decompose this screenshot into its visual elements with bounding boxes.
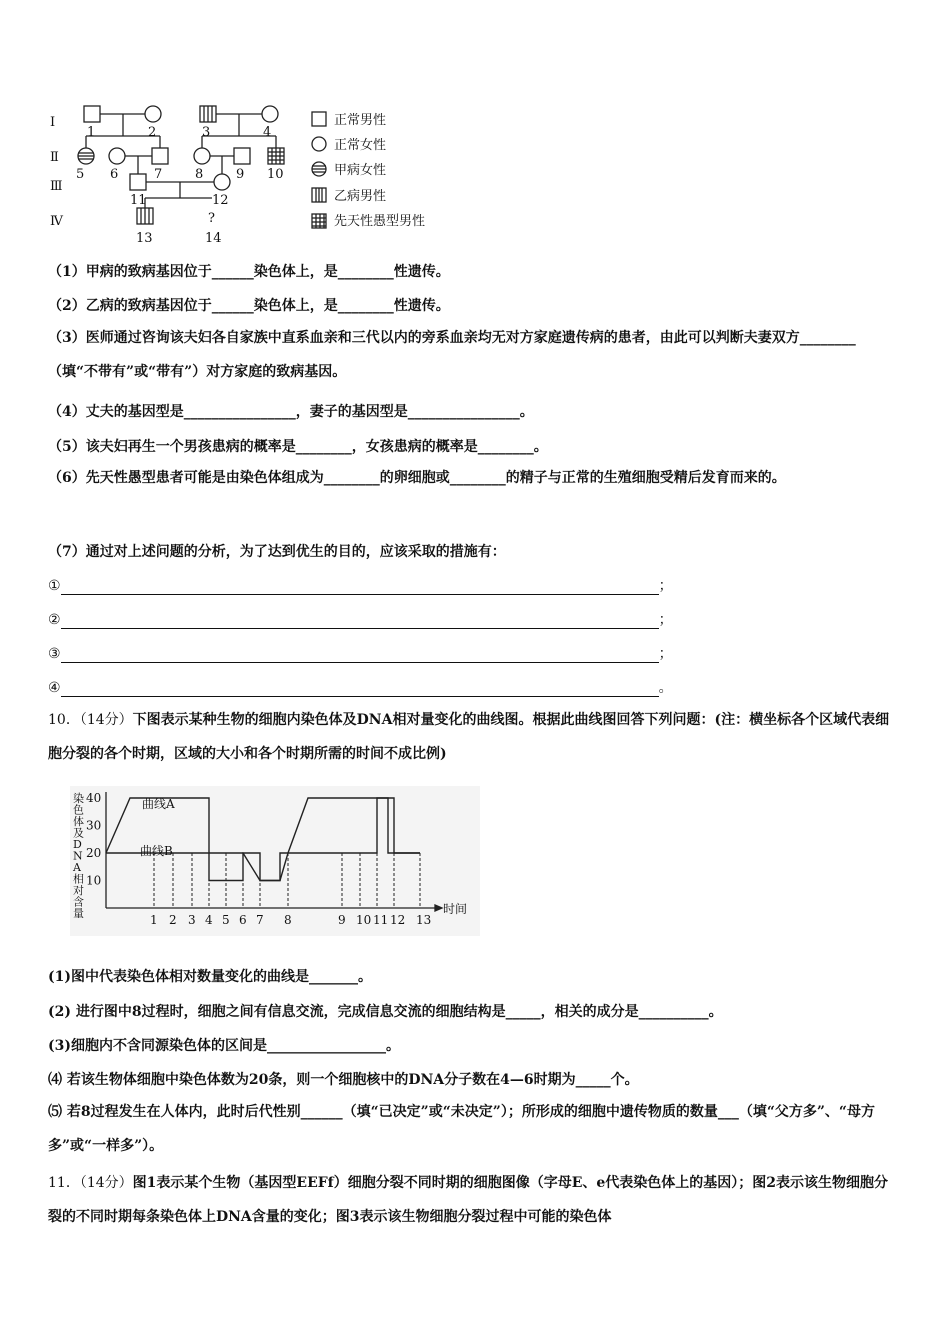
- gen-label: Ⅲ: [50, 179, 63, 194]
- x-tick-label: 1: [150, 913, 158, 927]
- x-tick-label: 12: [390, 913, 406, 927]
- id-label: 5: [76, 167, 85, 182]
- pedigree-diagram: [40, 98, 470, 258]
- q9-part-7: （7）通过对上述问题的分析，为了达到优生的目的，应该采取的措施有：: [48, 544, 506, 560]
- legend-label: 乙病男性: [334, 189, 387, 204]
- gen-label: Ⅳ: [50, 214, 63, 229]
- x-tick-label: 9: [338, 913, 346, 927]
- legend-label: 正常女性: [334, 138, 387, 153]
- id-label: 6: [110, 167, 119, 182]
- q10-part-2: (2) 进行图中8过程时，细胞之间有信息交流，完成信息交流的细胞结构是_____，相关的成分是__________。: [48, 1004, 723, 1020]
- curve-a-label: 曲线A: [142, 797, 175, 811]
- q9-part-1: （1）甲病的致病基因位于______染色体上，是________性遗传。: [48, 264, 450, 280]
- id-label: 1: [87, 125, 96, 140]
- q9-part-5: （5）该夫妇再生一个男孩患病的概率是________，女孩患病的概率是________。: [48, 439, 548, 455]
- y-tick-label: 30: [86, 818, 102, 833]
- id-label: 2: [148, 125, 157, 140]
- y-tick-label: 10: [86, 873, 102, 888]
- measure-line: ① ；: [48, 578, 673, 594]
- id-label: 11: [130, 193, 147, 208]
- q9-part-3: （3）医师通过咨询该夫妇各自家族中直系血亲和三代以内的旁系血亲均无对方家庭遗传病的患者，由此可以判断夫妻双方________（填“不带有”或“带有”）对方家庭的致病基因。: [48, 330, 856, 380]
- legend-label: 甲病女性: [334, 163, 387, 178]
- x-tick-label: 11: [373, 913, 389, 927]
- q9-part-4: （4）丈夫的基因型是________________，妻子的基因型是________________。: [48, 404, 534, 420]
- gen-label: Ⅱ: [50, 150, 59, 165]
- q10-stem: 10．（14分）下图表示某种生物的细胞内染色体及DNA相对量变化的曲线图。根据此曲线图回答下列问题：(注：横坐标各个区域代表细胞分裂的各个时期，区域的大小和各个时期所需的时间不成比例): [48, 712, 890, 762]
- legend-label: 先天性愚型男性: [334, 214, 426, 229]
- x-tick-label: 6: [239, 913, 247, 927]
- y-axis-label: 染色体及 D N A 相对含量: [73, 792, 84, 920]
- q9-part-2: （2）乙病的致病基因位于______染色体上，是________性遗传。: [48, 298, 450, 314]
- x-tick-label: 10: [356, 913, 372, 927]
- y-tick-label: 20: [86, 846, 102, 860]
- individual-1: [84, 106, 100, 122]
- x-tick-label: 7: [256, 913, 264, 927]
- x-tick-label: 3: [188, 913, 196, 927]
- q9-part-6: （6）先天性愚型患者可能是由染色体组成为________的卵细胞或________的精子与正常的生殖细胞受精后发育而来的。: [48, 470, 786, 486]
- x-tick-label: 5: [222, 913, 230, 927]
- id-label: 4: [263, 125, 272, 140]
- x-tick-label: 4: [205, 913, 213, 927]
- id-label: 9: [236, 167, 245, 182]
- legend-label: 正常男性: [334, 113, 387, 128]
- unknown-mark: ?: [208, 211, 215, 226]
- measure-line: ② ；: [48, 612, 673, 628]
- id-label: 10: [267, 167, 284, 182]
- x-axis-label: 时间: [443, 902, 468, 916]
- x-tick-label: 2: [169, 913, 177, 927]
- individual-2: [145, 106, 161, 122]
- q10-part-5: ⑸ 若8过程发生在人体内，此时后代性别______（填“已决定”或“未决定”）；所形成的细胞中遗传物质的数量___（填“父方多”、“母方多”或“一样多”）。: [48, 1104, 875, 1154]
- curve-b-label: 曲线B: [140, 844, 173, 858]
- measure-line: ③ ；: [48, 646, 673, 662]
- chromosome-dna-chart: [70, 786, 480, 936]
- x-tick-label: 13: [416, 913, 432, 927]
- x-tick-label: 8: [284, 913, 292, 927]
- id-label: 8: [195, 167, 204, 182]
- measure-line: ④ 。: [48, 680, 673, 696]
- q10-part-3: (3)细胞内不含同源染色体的区间是_________________。: [48, 1038, 400, 1054]
- id-label: 7: [154, 167, 163, 182]
- id-label: 3: [202, 125, 211, 140]
- q10-part-1: (1)图中代表染色体相对数量变化的曲线是_______。: [48, 969, 372, 985]
- q10-part-4: ⑷ 若该生物体细胞中染色体数为20条，则一个细胞核中的DNA分子数在4—6时期为_____个。: [48, 1072, 639, 1088]
- id-label: 13: [136, 231, 153, 246]
- id-label: 14: [205, 231, 222, 246]
- q11-stem: 11．（14分）图1表示某个生物（基因型EEFf）细胞分裂不同时期的细胞图像（字母E、e代表染色体上的基因）；图2表示该生物细胞分裂的不同时期每条染色体上DNA含量的变化；图3表示该生物细胞分裂过程中可能的染色体: [48, 1175, 889, 1225]
- gen-label: Ⅰ: [50, 115, 56, 130]
- y-tick-label: 40: [86, 791, 102, 805]
- id-label: 12: [212, 193, 229, 208]
